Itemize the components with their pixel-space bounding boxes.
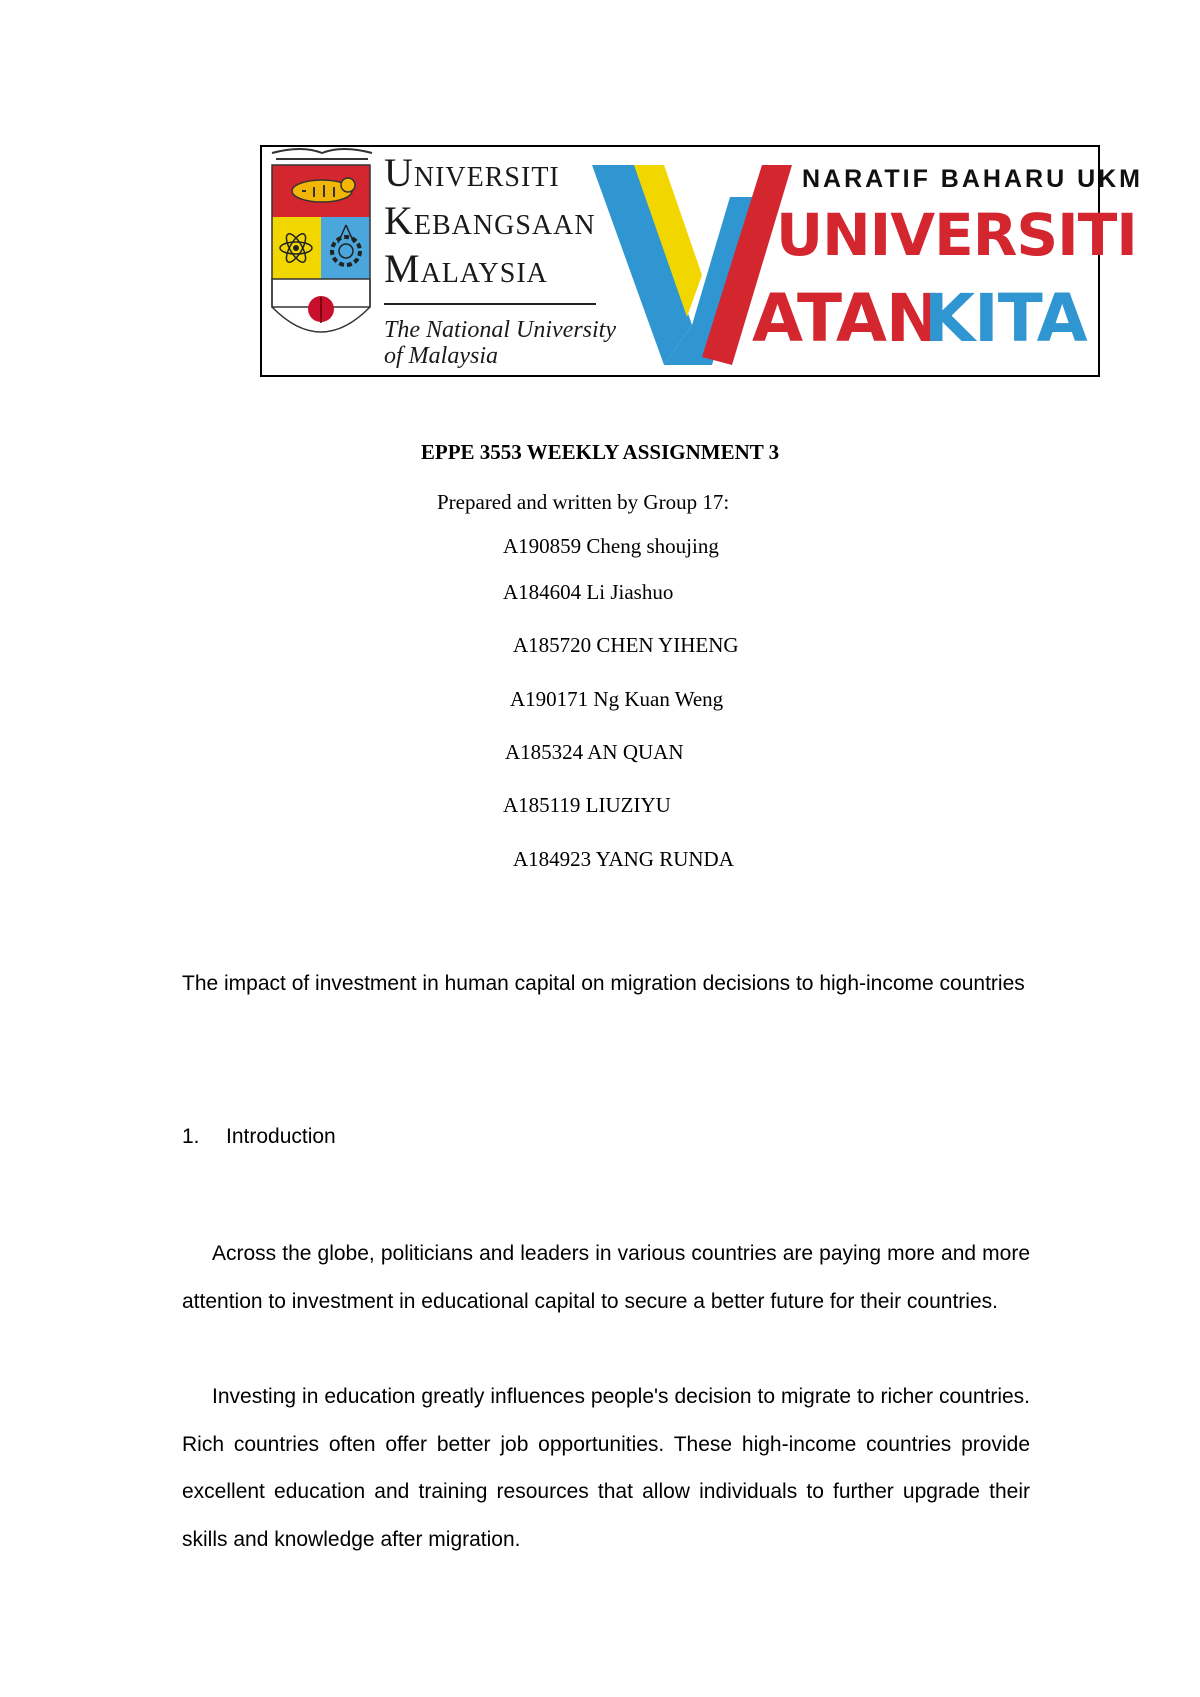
- member-6: A185119 LIUZIYU: [503, 793, 671, 817]
- section-number: 1.: [182, 1125, 200, 1148]
- ukm-divider: [384, 303, 596, 305]
- member-3: A185720 CHEN YIHENG: [513, 633, 739, 657]
- ukm-name-line-3: MALAYSIA: [384, 246, 548, 291]
- assignment-title: EPPE 3553 WEEKLY ASSIGNMENT 3: [420, 440, 780, 464]
- member-2: A184604 Li Jiashuo: [503, 580, 674, 604]
- member-5: A185324 AN QUAN: [505, 740, 684, 764]
- header-banner: [260, 145, 1143, 377]
- watan-word: ATAN: [752, 280, 941, 357]
- member-4: A190171 Ng Kuan Weng: [510, 687, 724, 711]
- universiti-word: UNIVERSITI: [776, 201, 1137, 269]
- ukm-shield-icon: [272, 165, 370, 332]
- paper-heading: The impact of investment in human capital on migration decisions to high-income countries: [182, 972, 1025, 995]
- ukm-name-line-1: UNIVERSITI: [384, 150, 560, 195]
- paragraph-2: Investing in education greatly influences people's decision to migrate to richer countries. Rich countries often offer better job opportunities. These high-income countries provide excellent education and training resources that allow individuals to further upgrade their skills and knowledge after migration.: [182, 1385, 1030, 1551]
- ukm-name-line-2: KEBANGSAAN: [384, 198, 596, 243]
- kita-word: KITA: [924, 280, 1087, 357]
- tagline-text: NARATIF BAHARU UKM: [802, 165, 1143, 193]
- member-7: A184923 YANG RUNDA: [513, 847, 734, 871]
- ukm-english-name-line-2: of Malaysia: [384, 343, 498, 369]
- section-heading: [182, 1125, 336, 1149]
- ukm-english-name-line-1: The National University: [384, 317, 616, 343]
- paragraph-1: Across the globe, politicians and leaders in various countries are paying more and more attention to investment in educational capital to secure a better future for their countries.: [182, 1242, 1030, 1313]
- section-title: Introduction: [226, 1125, 336, 1148]
- prepared-by-line: Prepared and written by Group 17:: [437, 490, 730, 514]
- member-1: A190859 Cheng shoujing: [503, 534, 719, 558]
